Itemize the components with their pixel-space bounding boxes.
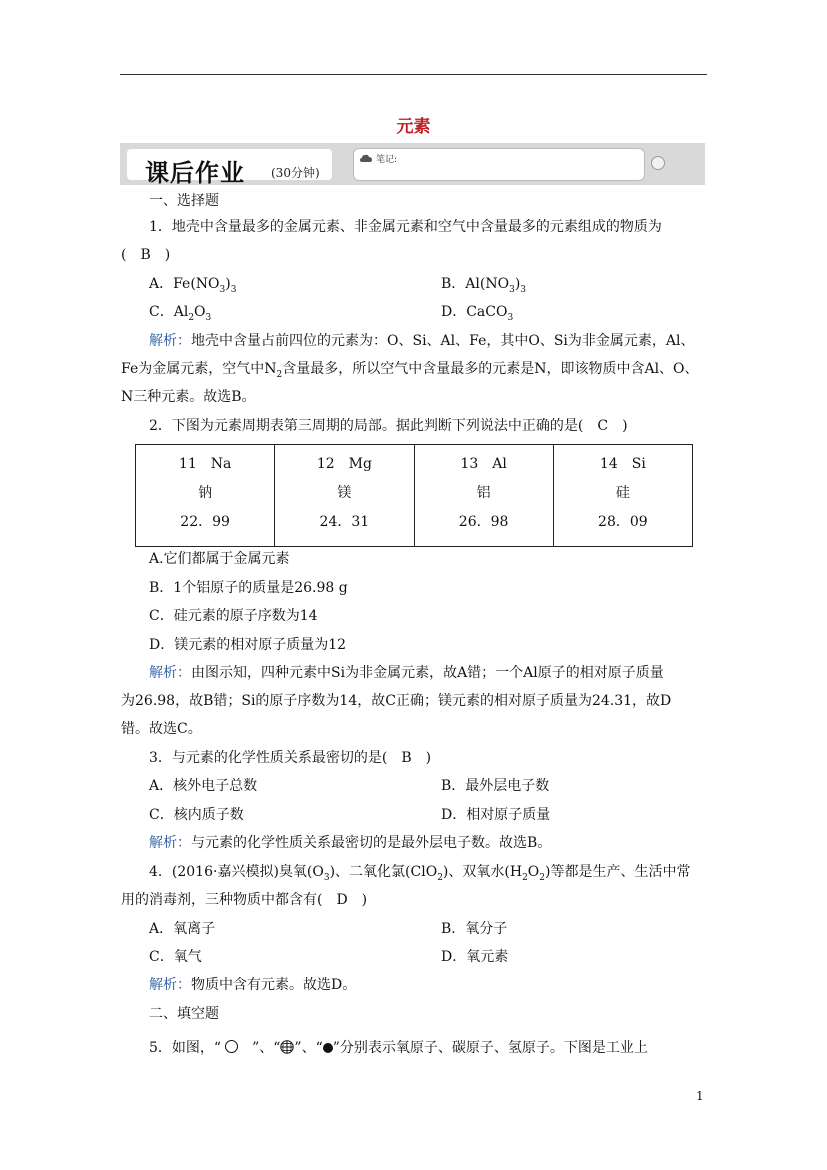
q1-option-a: A．$Fe(NO_3)_3$ bbox=[149, 276, 237, 295]
q4-option-c: C．氧气 bbox=[149, 949, 202, 965]
hydrogen-atom-icon bbox=[323, 1043, 333, 1053]
banner-subtitle: (30分钟) bbox=[271, 166, 320, 180]
q5-stem: 5．如图，“ ”、“ ”、“ ”分别表示氧原子、碳原子、氢原子。下图是工业上 bbox=[149, 1040, 648, 1056]
q1-explanation-line3: N三种元素。故选B。 bbox=[121, 389, 256, 405]
banner-title: 课后作业 bbox=[145, 159, 245, 187]
q1-explanation-line1: 解析：地壳中含量占前四位的元素为：O、Si、Al、Fe，其中O、Si为非金属元素，Al、 bbox=[149, 333, 695, 349]
q3-explanation: 解析：与元素的化学性质关系最密切的是最外层电子数。故选B。 bbox=[149, 835, 552, 851]
q3-option-a: A．核外电子总数 bbox=[149, 778, 258, 794]
periodic-table-fragment bbox=[135, 444, 693, 547]
q1-stem: 1．地壳中含量最多的金属元素、非金属元素和空气中含量最多的元素组成的物质为 bbox=[149, 219, 662, 235]
page-title: 元素 bbox=[396, 117, 431, 137]
q2-option-d: D．镁元素的相对原子质量为12 bbox=[149, 637, 347, 653]
q4-stem-line2: 用的消毒剂，三种物质中都含有( D ) bbox=[121, 892, 368, 908]
q2-explanation-line2: 为26.98，故B错；Si的原子序数为14，故C正确；镁元素的相对原子质量为24.31，故D bbox=[121, 693, 672, 709]
notes-field[interactable] bbox=[353, 148, 645, 181]
homework-banner bbox=[120, 143, 705, 185]
q4-option-d: D．氧元素 bbox=[441, 949, 509, 965]
q3-option-b: B．最外层电子数 bbox=[441, 778, 550, 794]
q4-option-a: A．氧离子 bbox=[149, 921, 216, 937]
element-cell-si: 14 Si 硅 28．09 bbox=[598, 456, 648, 530]
q3-stem: 3．与元素的化学性质关系最密切的是( B ) bbox=[149, 750, 432, 766]
notes-label: 笔记: bbox=[376, 155, 398, 165]
element-cell-mg: 12 Mg 镁 24．31 bbox=[275, 445, 414, 546]
q1-option-b: B．$Al(NO_3)_3$ bbox=[441, 276, 527, 295]
q1-option-c: C．$Al_2O_3$ bbox=[149, 304, 212, 323]
q1-explanation-line2: Fe为金属元素，空气中$N_2$含量最多，所以空气中含量最多的元素是N，即该物质中含Al、O、 bbox=[121, 361, 699, 380]
q3-option-d: D．相对原子质量 bbox=[441, 807, 551, 823]
carbon-atom-icon bbox=[280, 1040, 294, 1054]
q2-option-c: C．硅元素的原子序数为14 bbox=[149, 608, 318, 624]
section-choice-heading: 一、选择题 bbox=[149, 193, 219, 209]
q1-option-d: D．CaCO$_3$ bbox=[441, 304, 514, 323]
q2-explanation-line1: 解析：由图示知，四种元素中Si为非金属元素，故A错；一个Al原子的相对原子质量 bbox=[149, 665, 664, 681]
element-cell-na: 11 Na 钠 22．99 bbox=[136, 445, 275, 546]
q4-option-b: B．氧分子 bbox=[441, 921, 508, 937]
q2-explanation-line3: 错。故选C。 bbox=[121, 721, 202, 737]
q3-option-c: C．核内质子数 bbox=[149, 807, 244, 823]
banner-tab bbox=[127, 149, 332, 187]
q2-option-a: A.它们都属于金属元素 bbox=[149, 551, 290, 567]
element-cell-al: 13 Al 铝 26．98 bbox=[415, 445, 554, 546]
note-toggle-icon[interactable] bbox=[651, 156, 665, 170]
page-number: 1 bbox=[696, 1089, 704, 1103]
cloud-icon bbox=[360, 153, 372, 163]
q4-stem: 4．(2016·嘉兴模拟)臭氧$(O_3)$、二氧化氯(ClO$_2$)、双氧水$(H_2O_2)$等都是生产、生活中常 bbox=[149, 864, 691, 883]
oxygen-atom-icon bbox=[225, 1040, 238, 1053]
q2-option-b: B．1个铝原子的质量是26.98 g bbox=[149, 580, 348, 596]
header-rule bbox=[120, 74, 707, 75]
q2-stem: 2．下图为元素周期表第三周期的局部。据此判断下列说法中正确的是( C ) bbox=[149, 418, 628, 434]
q4-explanation: 解析：物质中含有元素。故选D。 bbox=[149, 977, 357, 993]
q1-answer: ( B ) bbox=[121, 247, 171, 263]
section-fill-heading: 二、填空题 bbox=[149, 1006, 219, 1022]
